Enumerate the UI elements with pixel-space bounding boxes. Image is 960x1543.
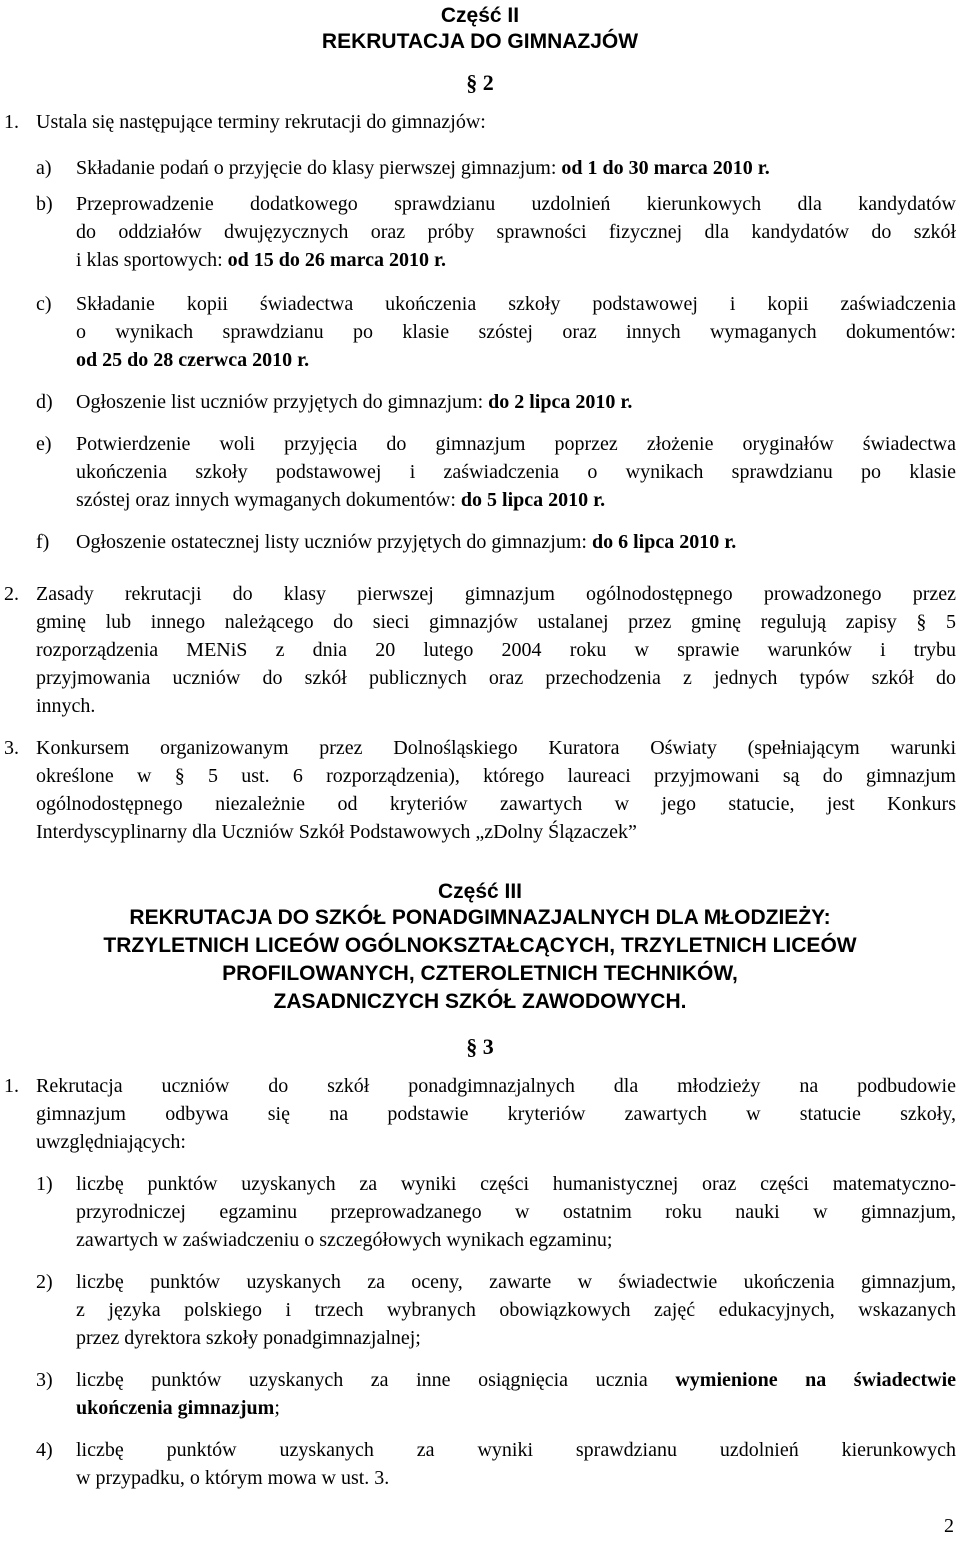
p2-3-line-1: Konkursem organizowanym przez Dolnośląskiego Kuratora Oświaty (spełniającym warunki: [36, 737, 956, 759]
p3-1-number: 1.: [4, 1075, 19, 1097]
p3-item-1-line-2: przyrodniczej egzaminu przeprowadzanego w ostatnim roku nauki w gimnazjum,: [76, 1201, 956, 1223]
p2-item-b-line-3: i klas sportowych: od 15 do 26 marca 2010 r.: [76, 249, 446, 271]
part-2-title: Część II: [440, 4, 520, 27]
p2-item-c-line-2: o wynikach sprawdzianu po klasie szóstej oraz innych wymaganych dokumentów:: [76, 321, 956, 343]
p2-item-b-line-1: Przeprowadzenie dodatkowego sprawdzianu uzdolnień kierunkowych dla kandydatów: [76, 193, 956, 215]
part-3-subtitle-line-1: REKRUTACJA DO SZKÓŁ PONADGIMNAZJALNYCH DLA MŁODZIEŻY:: [129, 906, 831, 929]
p2-item-e-mark: e): [36, 433, 52, 455]
p2-2-number: 2.: [4, 583, 19, 605]
p3-1-line-2: gimnazjum odbywa się na podstawie kryteriów zawartych w statucie szkoły,: [36, 1103, 956, 1125]
p2-3-line-2: określone w § 5 ust. 6 rozporządzenia), którego laureaci przyjmowani są do gimnazjum: [36, 765, 956, 787]
p3-item-2-mark: 2): [36, 1271, 53, 1293]
p2-item-a-mark: a): [36, 157, 52, 179]
p2-2-line-2: gminę lub innego należącego do sieci gimnazjów ustalanej przez gminę regulują zapisy § 5: [36, 611, 956, 633]
part-3-subtitle-line-2: TRZYLETNICH LICEÓW OGÓLNOKSZTAŁCĄCYCH, TRZYLETNICH LICEÓW: [103, 934, 857, 957]
p3-item-4-line-2: w przypadku, o którym mowa w ust. 3.: [76, 1467, 390, 1489]
p3-1-line-3: uwzględniających:: [36, 1131, 186, 1153]
p2-item-c-mark: c): [36, 293, 52, 315]
p3-item-1-mark: 1): [36, 1173, 53, 1195]
p3-1-line-1: Rekrutacja uczniów do szkół ponadgimnazjalnych dla młodzieży na podbudowie: [36, 1075, 956, 1097]
p2-2-line-3: rozporządzenia MENiS z dnia 20 lutego 2004 roku w sprawie warunków i trybu: [36, 639, 956, 661]
p2-2-line-1: Zasady rekrutacji do klasy pierwszej gimnazjum ogólnodostępnego prowadzonego przez: [36, 583, 956, 605]
p2-item-d-mark: d): [36, 391, 53, 413]
p2-item-e-line-2: ukończenia szkoły podstawowej i zaświadczenia o wynikach sprawdzianu po klasie: [76, 461, 956, 483]
p3-item-1-line-1: liczbę punktów uzyskanych za wyniki części humanistycznej oraz części matematyczno-: [76, 1173, 956, 1195]
p3-item-4-mark: 4): [36, 1439, 53, 1461]
section-2-mark: § 2: [466, 70, 494, 95]
p2-1-text: Ustala się następujące terminy rekrutacji do gimnazjów:: [36, 111, 486, 133]
p3-item-3-mark: 3): [36, 1369, 53, 1391]
p3-item-2-line-3: przez dyrektora szkoły ponadgimnazjalnej;: [76, 1327, 421, 1349]
p2-item-c-line-3: od 25 do 28 czerwca 2010 r.: [76, 349, 310, 371]
p3-item-1-line-3: zawartych w zaświadczeniu o szczegółowych wynikach egzaminu;: [76, 1229, 613, 1251]
part-3-title: Część III: [437, 880, 523, 903]
p2-1-number: 1.: [4, 111, 19, 133]
p2-3-number: 3.: [4, 737, 19, 759]
part-2-subtitle: REKRUTACJA DO GIMNAZJÓW: [321, 30, 639, 53]
p2-item-b-mark: b): [36, 193, 53, 215]
p3-item-3-line-2: ukończenia gimnazjum;: [76, 1397, 280, 1419]
p2-2-line-4: przyjmowania uczniów do szkół publicznych oraz przechodzenia z jednych typów szkół do: [36, 667, 956, 689]
p2-3-line-4: Interdyscyplinarny dla Uczniów Szkół Podstawowych „zDolny Ślązaczek”: [36, 821, 637, 843]
p2-2-line-5: innych.: [36, 695, 96, 717]
p3-item-4-line-1: liczbę punktów uzyskanych za wyniki sprawdzianu uzdolnień kierunkowych: [76, 1439, 956, 1461]
page-number: 2: [944, 1515, 954, 1537]
p2-item-f-mark: f): [36, 531, 50, 553]
p3-item-2-line-2: z języka polskiego i trzech wybranych obowiązkowych zajęć edukacyjnych, wskazanych: [76, 1299, 956, 1321]
p3-item-2-line-1: liczbę punktów uzyskanych za oceny, zawarte w świadectwie ukończenia gimnazjum,: [76, 1271, 956, 1293]
p2-item-c-line-1: Składanie kopii świadectwa ukończenia szkoły podstawowej i kopii zaświadczenia: [76, 293, 956, 315]
p2-item-e-line-3: szóstej oraz innych wymaganych dokumentów: do 5 lipca 2010 r.: [76, 489, 606, 511]
p2-item-a-line: Składanie podań o przyjęcie do klasy pierwszej gimnazjum: od 1 do 30 marca 2010 r.: [76, 157, 770, 179]
section-3-mark: § 3: [466, 1034, 494, 1059]
p2-item-f-line: Ogłoszenie ostatecznej listy uczniów przyjętych do gimnazjum: do 6 lipca 2010 r.: [76, 531, 737, 553]
p2-item-d-line: Ogłoszenie list uczniów przyjętych do gimnazjum: do 2 lipca 2010 r.: [76, 391, 633, 413]
part-3-subtitle-line-4: ZASADNICZYCH SZKÓŁ ZAWODOWYCH.: [273, 990, 687, 1013]
p2-3-line-3: ogólnodostępnego niezależnie od kryteriów zawartych w jego statucie, jest Konkurs: [36, 793, 956, 815]
p2-item-b-line-2: do oddziałów dwujęzycznych oraz próby sprawności fizycznej dla kandydatów do szkół: [76, 221, 956, 243]
p3-item-3-line-1: liczbę punktów uzyskanych za inne osiągnięcia ucznia wymienione na świadectwie: [76, 1369, 956, 1391]
p2-item-e-line-1: Potwierdzenie woli przyjęcia do gimnazjum poprzez złożenie oryginałów świadectwa: [76, 433, 956, 455]
part-3-subtitle-line-3: PROFILOWANYCH, CZTEROLETNICH TECHNIKÓW,: [222, 962, 738, 985]
